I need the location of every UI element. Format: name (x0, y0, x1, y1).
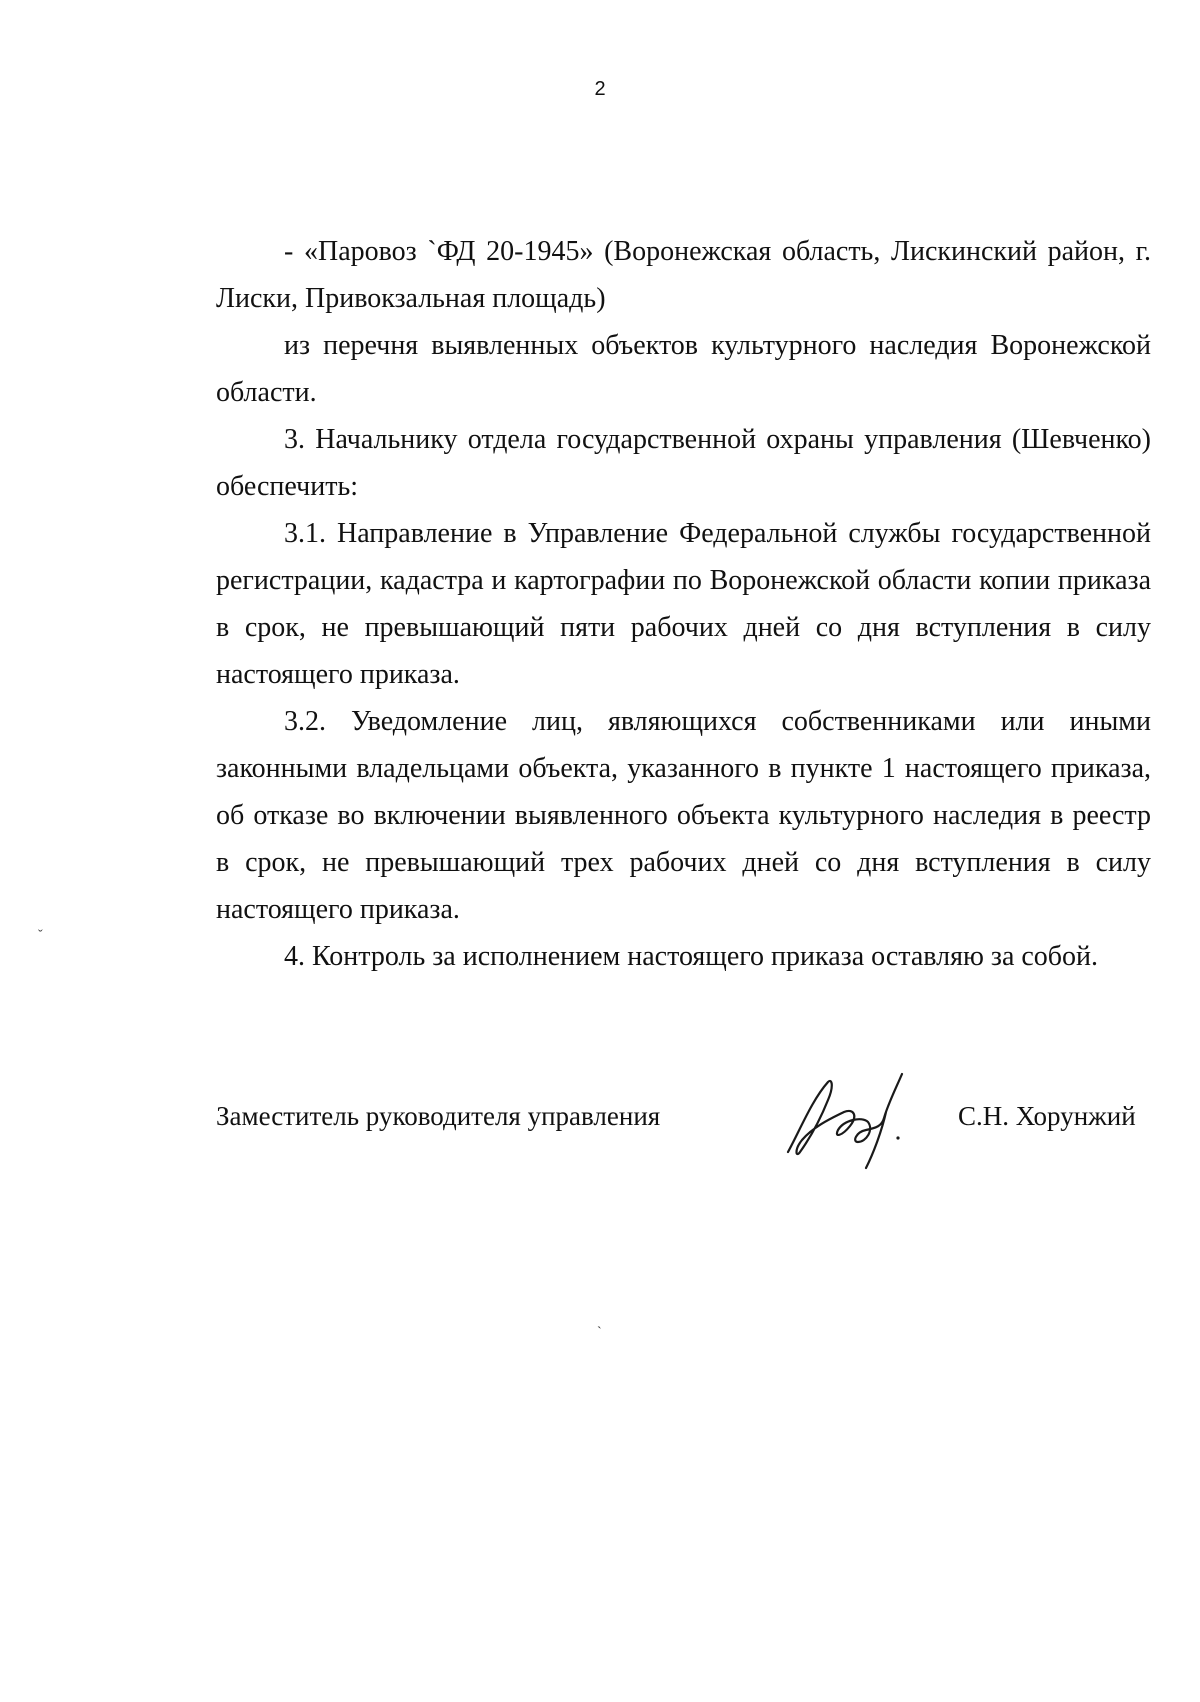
page-number: 2 (594, 78, 606, 100)
paragraph-item-3-1: 3.1. Направление в Управление Федеральной службы государственной регистрации, кадастра и картографии по Воронежской области копии приказа в срок, не превышающий пяти рабочих дней со дня вступления в силу настоящего приказа. (216, 518, 1151, 690)
signatory-title: Заместитель руководителя управления (216, 1101, 661, 1131)
paragraph-locomotive-item: - «Паровоз `ФД 20-1945» (Воронежская область, Лискинский район, г. Лиски, Привокзальная площадь) (216, 236, 1151, 314)
paragraph-exclusion: из перечня выявленных объектов культурного наследия Воронежской области. (216, 330, 1151, 408)
paragraph-item-3: 3. Начальнику отдела государственной охраны управления (Шевченко) обеспечить: (216, 424, 1151, 502)
paragraph-item-3-2: 3.2. Уведомление лиц, являющихся собственниками или иными законными владельцами объекта, указанного в пункте 1 настоящего приказа, об отказе во включении выявленного объекта культурного наследия в реестр в срок, не превышающий трех рабочих дней со дня вступления в силу настоящего приказа. (216, 706, 1151, 925)
paragraph-item-4: 4. Контроль за исполнением настоящего приказа оставляю за собой. (284, 941, 1099, 972)
scan-speck: ` (597, 1325, 602, 1340)
signatory-name: С.Н. Хорунжий (958, 1101, 1136, 1131)
scan-speck: ˇ (38, 928, 43, 943)
handwritten-signature (770, 1060, 940, 1170)
